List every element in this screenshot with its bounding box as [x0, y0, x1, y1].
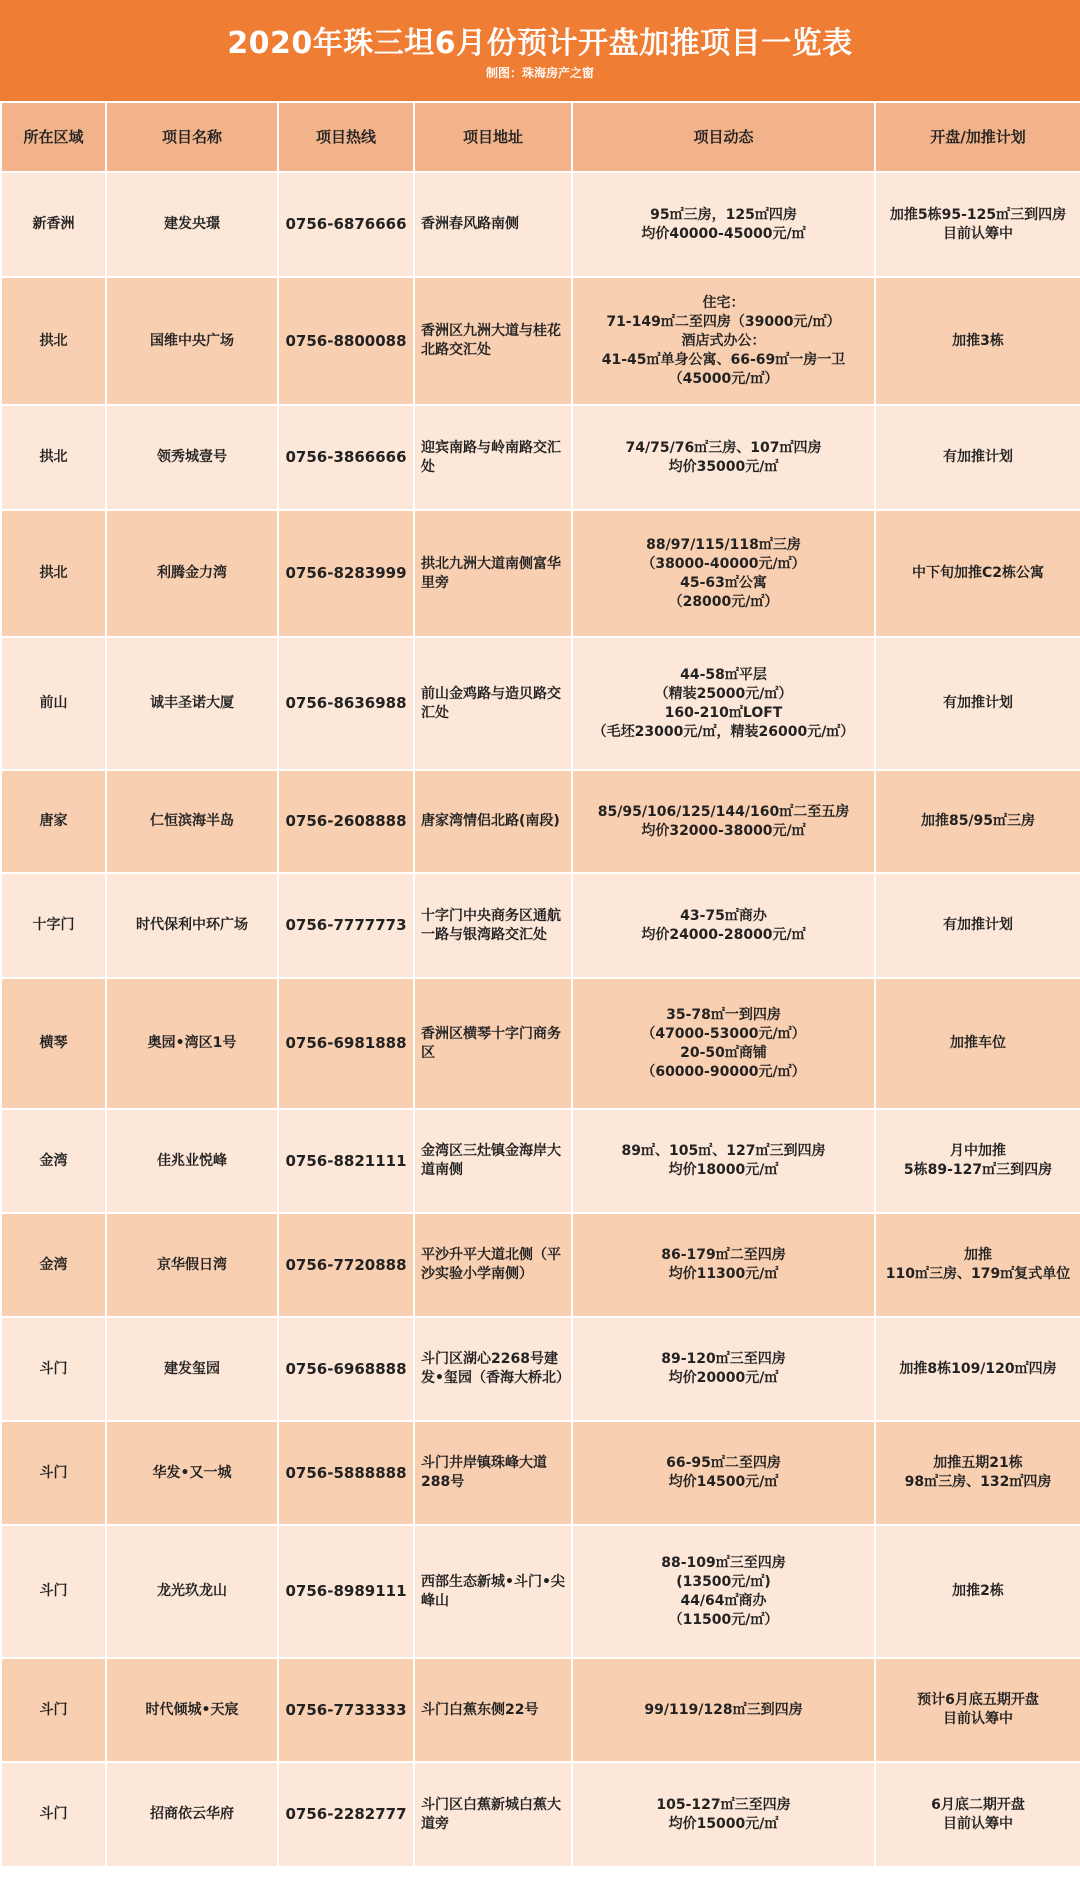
area-cell: 前山: [1, 637, 106, 770]
address-cell: 香洲区九洲大道与桂花北路交汇处: [414, 277, 572, 405]
plan-cell: 加推5栋95-125㎡三到四房 目前认筹中: [875, 172, 1080, 277]
dynamics-cell: 89-120㎡三至四房 均价20000元/㎡: [572, 1317, 875, 1421]
address-cell: 斗门区白蕉新城白蕉大道旁: [414, 1762, 572, 1867]
dynamics-cell: 88-109㎡三至四房 (13500元/㎡) 44/64㎡商办 （11500元/㎡）: [572, 1525, 875, 1658]
area-cell: 斗门: [1, 1762, 106, 1867]
plan-cell: 预计6月底五期开盘 目前认筹中: [875, 1658, 1080, 1762]
dynamics-cell: 88/97/115/118㎡三房 （38000-40000元/㎡） 45-63㎡公寓 （28000元/㎡）: [572, 510, 875, 637]
table-row: [1, 1658, 1080, 1762]
column-header-area: 所在区域: [1, 102, 106, 172]
plan-cell: 有加推计划: [875, 405, 1080, 510]
project-name-cell: 建发玺园: [106, 1317, 278, 1421]
area-cell: 十字门: [1, 873, 106, 978]
table-row: [1, 770, 1080, 873]
column-header-hotline: 项目热线: [278, 102, 414, 172]
hotline-cell: 0756-8821111: [278, 1109, 414, 1213]
hotline-cell: 0756-6876666: [278, 172, 414, 277]
hotline-cell: 0756-2282777: [278, 1762, 414, 1867]
project-name-cell: 时代保利中环广场: [106, 873, 278, 978]
address-cell: 香洲春风路南侧: [414, 172, 572, 277]
table-row: [1, 277, 1080, 405]
project-name-cell: 时代倾城•天宸: [106, 1658, 278, 1762]
hotline-cell: 0756-6981888: [278, 978, 414, 1109]
address-cell: 斗门白蕉东侧22号: [414, 1658, 572, 1762]
project-name-cell: 招商依云华府: [106, 1762, 278, 1867]
table-row: [1, 637, 1080, 770]
address-cell: 唐家湾情侣北路(南段): [414, 770, 572, 873]
column-header-name: 项目名称: [106, 102, 278, 172]
area-cell: 金湾: [1, 1109, 106, 1213]
project-name-cell: 奥园•湾区1号: [106, 978, 278, 1109]
address-cell: 迎宾南路与岭南路交汇处: [414, 405, 572, 510]
dynamics-cell: 99/119/128㎡三到四房: [572, 1658, 875, 1762]
plan-cell: 有加推计划: [875, 873, 1080, 978]
address-cell: 斗门区湖心2268号建发•玺园（香海大桥北）: [414, 1317, 572, 1421]
area-cell: 斗门: [1, 1658, 106, 1762]
column-header-address: 项目地址: [414, 102, 572, 172]
dynamics-cell: 35-78㎡一到四房 （47000-53000元/㎡） 20-50㎡商铺 （60000-90000元/㎡）: [572, 978, 875, 1109]
address-cell: 拱北九洲大道南侧富华里旁: [414, 510, 572, 637]
plan-cell: 加推 110㎡三房、179㎡复式单位: [875, 1213, 1080, 1317]
project-name-cell: 利腾金力湾: [106, 510, 278, 637]
dynamics-cell: 住宅： 71-149㎡二至四房（39000元/㎡） 酒店式办公： 41-45㎡单身公寓、66-69㎡一房一卫 （45000元/㎡）: [572, 277, 875, 405]
hotline-cell: 0756-3866666: [278, 405, 414, 510]
plan-cell: 有加推计划: [875, 637, 1080, 770]
plan-cell: 加推五期21栋 98㎡三房、132㎡四房: [875, 1421, 1080, 1525]
address-cell: 斗门井岸镇珠峰大道288号: [414, 1421, 572, 1525]
hotline-cell: 0756-2608888: [278, 770, 414, 873]
table-row: [1, 172, 1080, 277]
hotline-cell: 0756-8636988: [278, 637, 414, 770]
area-cell: 横琴: [1, 978, 106, 1109]
table-row: [1, 1762, 1080, 1867]
address-cell: 香洲区横琴十字门商务区: [414, 978, 572, 1109]
project-name-cell: 龙光玖龙山: [106, 1525, 278, 1658]
dynamics-cell: 74/75/76㎡三房、107㎡四房 均价35000元/㎡: [572, 405, 875, 510]
table-row: [1, 1317, 1080, 1421]
hotline-cell: 0756-5888888: [278, 1421, 414, 1525]
table-row: [1, 510, 1080, 637]
plan-cell: 加推车位: [875, 978, 1080, 1109]
dynamics-cell: 66-95㎡二至四房 均价14500元/㎡: [572, 1421, 875, 1525]
plan-cell: 加推8栋109/120㎡四房: [875, 1317, 1080, 1421]
column-header-plan: 开盘/加推计划: [875, 102, 1080, 172]
address-cell: 十字门中央商务区通航一路与银湾路交汇处: [414, 873, 572, 978]
table-row: [1, 1421, 1080, 1525]
project-name-cell: 建发央璟: [106, 172, 278, 277]
dynamics-cell: 105-127㎡三至四房 均价15000元/㎡: [572, 1762, 875, 1867]
dynamics-cell: 95㎡三房，125㎡四房 均价40000-45000元/㎡: [572, 172, 875, 277]
address-cell: 西部生态新城•斗门•尖峰山: [414, 1525, 572, 1658]
dynamics-cell: 44-58㎡平层 （精装25000元/㎡） 160-210㎡LOFT （毛坯23000元/㎡，精装26000元/㎡）: [572, 637, 875, 770]
address-cell: 前山金鸡路与造贝路交汇处: [414, 637, 572, 770]
plan-cell: 月中加推 5栋89-127㎡三到四房: [875, 1109, 1080, 1213]
project-table: [0, 101, 1080, 1868]
area-cell: 唐家: [1, 770, 106, 873]
area-cell: 斗门: [1, 1421, 106, 1525]
hotline-cell: 0756-7777773: [278, 873, 414, 978]
area-cell: 新香洲: [1, 172, 106, 277]
table-row: [1, 873, 1080, 978]
address-cell: 金湾区三灶镇金海岸大道南侧: [414, 1109, 572, 1213]
area-cell: 斗门: [1, 1317, 106, 1421]
address-cell: 平沙升平大道北侧（平沙实验小学南侧）: [414, 1213, 572, 1317]
hotline-cell: 0756-7720888: [278, 1213, 414, 1317]
dynamics-cell: 86-179㎡二至四房 均价11300元/㎡: [572, 1213, 875, 1317]
plan-cell: 6月底二期开盘 目前认筹中: [875, 1762, 1080, 1867]
title-banner: [0, 0, 1080, 101]
project-name-cell: 京华假日湾: [106, 1213, 278, 1317]
hotline-cell: 0756-6968888: [278, 1317, 414, 1421]
table-row: [1, 978, 1080, 1109]
project-name-cell: 国维中央广场: [106, 277, 278, 405]
plan-cell: 加推3栋: [875, 277, 1080, 405]
dynamics-cell: 89㎡、105㎡、127㎡三到四房 均价18000元/㎡: [572, 1109, 875, 1213]
area-cell: 拱北: [1, 405, 106, 510]
project-name-cell: 仁恒滨海半岛: [106, 770, 278, 873]
hotline-cell: 0756-7733333: [278, 1658, 414, 1762]
project-name-cell: 领秀城壹号: [106, 405, 278, 510]
area-cell: 拱北: [1, 510, 106, 637]
project-name-cell: 佳兆业悦峰: [106, 1109, 278, 1213]
hotline-cell: 0756-8283999: [278, 510, 414, 637]
dynamics-cell: 85/95/106/125/144/160㎡二至五房 均价32000-38000元/㎡: [572, 770, 875, 873]
area-cell: 拱北: [1, 277, 106, 405]
dynamics-cell: 43-75㎡商办 均价24000-28000元/㎡: [572, 873, 875, 978]
table-row: [1, 1525, 1080, 1658]
plan-cell: 加推85/95㎡三房: [875, 770, 1080, 873]
area-cell: 金湾: [1, 1213, 106, 1317]
project-name-cell: 华发•又一城: [106, 1421, 278, 1525]
page-title: 2020年珠三坦6月份预计开盘加推项目一览表: [227, 26, 853, 61]
area-cell: 斗门: [1, 1525, 106, 1658]
hotline-cell: 0756-8989111: [278, 1525, 414, 1658]
table-row: [1, 1109, 1080, 1213]
hotline-cell: 0756-8800088: [278, 277, 414, 405]
plan-cell: 加推2栋: [875, 1525, 1080, 1658]
table-row: [1, 405, 1080, 510]
plan-cell: 中下旬加推C2栋公寓: [875, 510, 1080, 637]
column-header-dynamics: 项目动态: [572, 102, 875, 172]
header-row: [1, 102, 1080, 172]
table-row: [1, 1213, 1080, 1317]
chart-credit: 制图：珠海房产之窗: [485, 66, 594, 80]
project-name-cell: 诚丰圣诺大厦: [106, 637, 278, 770]
